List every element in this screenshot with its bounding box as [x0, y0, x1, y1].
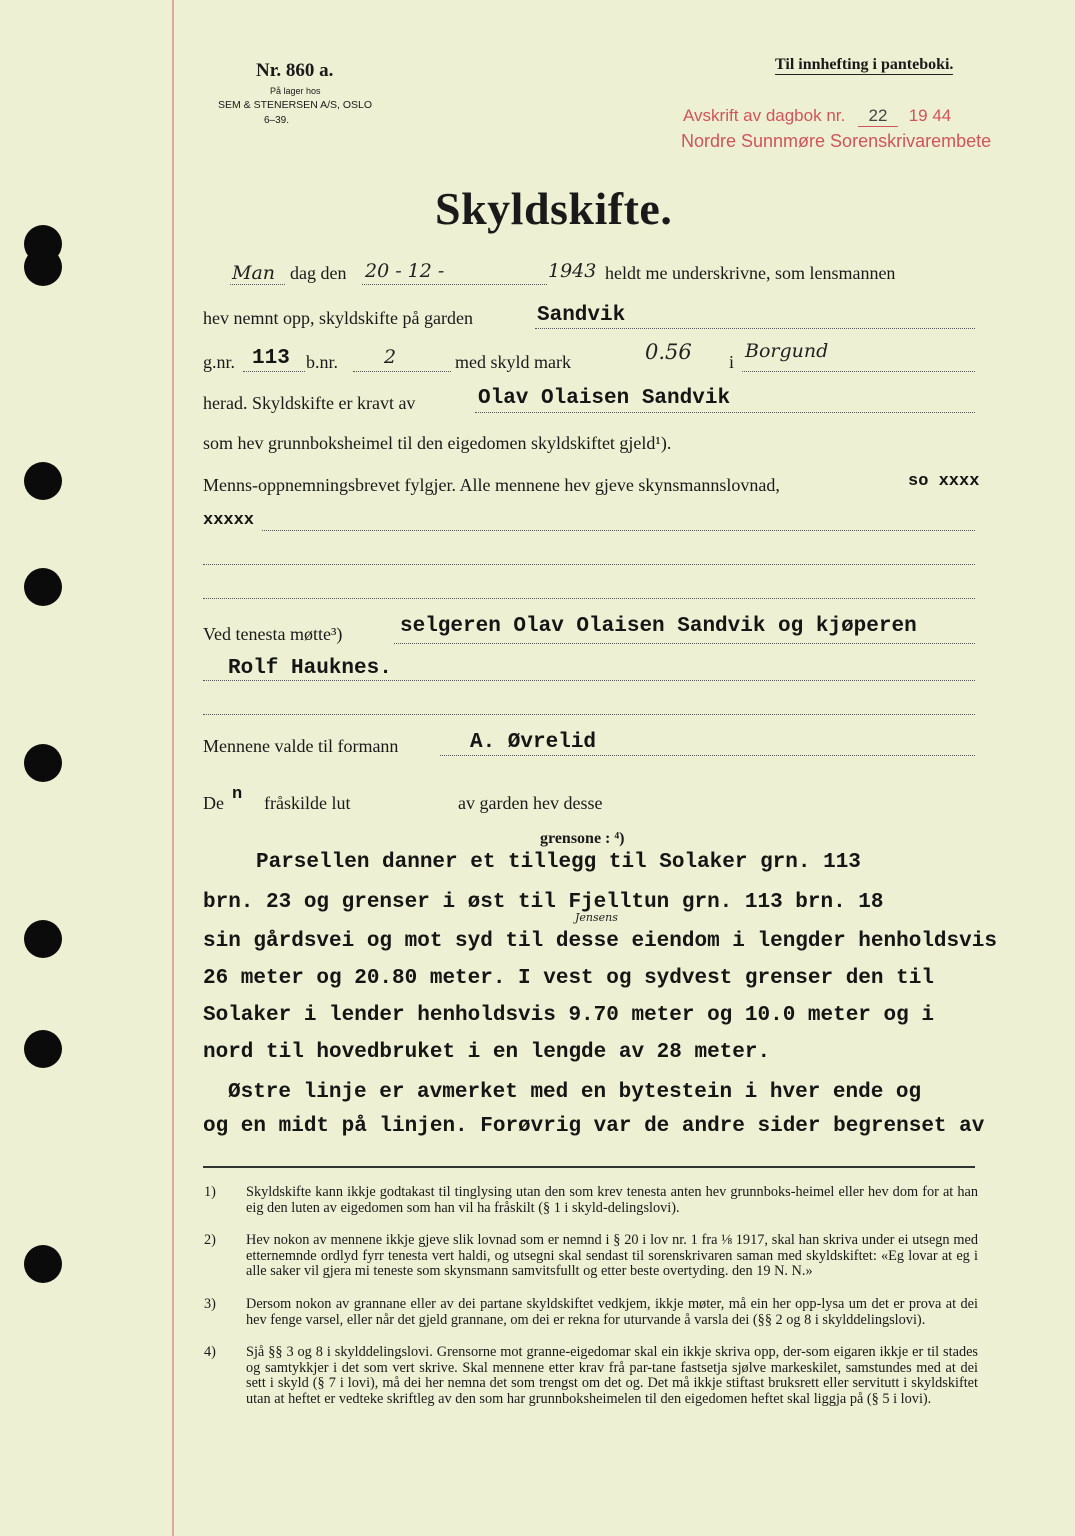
body-line: Solaker i lender henholdsvis 9.70 meter og 10.0 meter og i [203, 1004, 934, 1027]
ved-tenesta-label: Ved tenesta møtte³) [203, 624, 343, 644]
footnote-divider [203, 1166, 975, 1168]
binder-hole-icon [24, 1030, 62, 1068]
binder-hole-icon [24, 1245, 62, 1283]
binder-hole-icon [24, 248, 62, 286]
binder-hole-icon [24, 920, 62, 958]
body-line: nord til hovedbruket i en lengde av 28 meter. [203, 1041, 771, 1064]
bnr-field: 2 [384, 346, 397, 368]
body-line: 26 meter og 20.80 meter. I vest og sydvest grenser den til [203, 967, 934, 990]
body-line: brn. 23 og grenser i øst til Fjelltun grn. 113 brn. 18 [203, 891, 884, 914]
binder-hole-icon [24, 462, 62, 500]
heimel-text: som hev grunnboksheimel til den eigedomen skyldskiftet gjeld¹). [203, 433, 672, 453]
top-right-note: Til innhefting i panteboki. [775, 56, 954, 73]
stamp-year: 19 44 [908, 106, 952, 125]
dagbok-number: 22 [858, 106, 898, 127]
struck-text: so xxxx [908, 472, 980, 491]
mote-line-2: Rolf Hauknes. [228, 657, 392, 680]
body-line: Østre linje er avmerket med en bytestein i hver ende og [228, 1081, 922, 1104]
date-field: 20 - 12 - [365, 260, 445, 282]
herad-text: herad. Skyldskifte er kravt av [203, 393, 416, 413]
mote-line-1: selgeren Olav Olaisen Sandvik og kjøperen [400, 615, 917, 638]
skyld-field: 0.56 [645, 340, 692, 364]
form-number: Nr. 860 a. [256, 60, 334, 81]
binder-hole-icon [24, 568, 62, 606]
kravt-av-field: Olav Olaisen Sandvik [478, 387, 731, 410]
gnr-field: 113 [252, 347, 290, 370]
binder-hole-icon [24, 744, 62, 782]
body-insert-handwritten: Jensens [575, 911, 618, 924]
footnote: 2) Hev nokon av mennene ikkje gjeve slik lovnad som er nemnd i § 20 i lov nr. 1 fra ⅛ 1917, skal han skriva under ei utsegn med etternemnde ordlyd fyrr tenesta vert haldi, og utsegni skal sendast til sorenskrivaren saman med skyldskiftet: «Eg lovar at eg i alle saker vil gjera mi teneste som skynsmann samvitsfullt og etter beste overtyding. den 19 N. N.» [204, 1232, 978, 1279]
publisher-line: 6–39. [264, 115, 290, 126]
av-garden-label: av garden hev desse [458, 793, 603, 813]
body-line: sin gårdsvei og mot syd til desse eiendom i lengder henholdsvis [203, 930, 997, 953]
day-handwritten: Man [232, 262, 276, 284]
dag-den-label: dag den [290, 263, 347, 283]
fraskilde-label: fråskilde lut [264, 793, 351, 813]
year-field: 1943 [548, 260, 597, 282]
kommune-field: Borgund [745, 340, 829, 362]
footnote: 4) Sjå §§ 3 og 8 i skylddelingslovi. Grensorne mot granne-eigedomar skal ein ikkje skriva opp, der-som eigaren ikkje er til stades og samtykkjer i det som vert skrive. Skal mennene etter krav frå par-tane fastsetja sjølve markeskilet, samstundes med at dei sett i skyld (§ 7 i lovi), må dei her nemna det som trengst om det og. Det må ikkje stiftast bruksrett eller servitutt i skyldskiftet utan at heftet er vedteke skriftleg av den som har grunnboksheimelen til den eigedomen heftet skal liggja på (§ 5 i lovi). [204, 1344, 978, 1407]
formann-label: Mennene valde til formann [203, 736, 399, 756]
footnote: 1) Skyldskifte kann ikkje godtakast til tinglysing utan den som krev tenesta anten hev grunnboks-heimel eller hev dom for at han eig den luten av eigedomen som han vil ha fråskilt (§ 1 i skyld-delingslovi). [204, 1184, 978, 1216]
bnr-label: b.nr. [306, 352, 339, 372]
body-line: og en midt på linjen. Forøvrig var de andre sider begrenset av [203, 1115, 985, 1138]
i-label: i [729, 352, 735, 372]
formann-field: A. Øvrelid [470, 731, 597, 754]
gnr-label: g.nr. [203, 352, 236, 372]
stamp-line-2: Nordre Sunnmøre Sorenskrivarembete [681, 131, 992, 151]
publisher-line: SEM & STENERSEN A/S, OSLO [218, 99, 373, 111]
body-line: Parsellen danner et tillegg til Solaker grn. 113 [256, 851, 861, 874]
document-title: Skyldskifte. [435, 183, 673, 234]
garden-field: Sandvik [537, 304, 626, 327]
grensone-label: grensone : ⁴) [540, 830, 625, 847]
footnote: 3) Dersom nokon av grannane eller av dei partane skyldskiftet vedkjem, ikkje møter, må ein her opp-lysa um det er prova at dei hev fenge varsel, eller når det gjeld grannane, om dei er rekna for uturvande å varsla dei (§§ 2 og 8 i skylddelingslovi). [204, 1296, 978, 1328]
red-margin-line [172, 0, 174, 1536]
de-label: De [203, 793, 224, 813]
hev-nemnt-text: hev nemnt opp, skyldskifte på garden [203, 308, 473, 328]
menns-text: Menns-oppnemningsbrevet fylgjer. Alle mennene hev gjeve skynsmannslovnad, [203, 475, 780, 495]
stamp-line-1: Avskrift av dagbok nr. 22 19 44 [683, 106, 952, 125]
struck-text: xxxxx [203, 511, 255, 530]
de-n-field: n [232, 785, 243, 804]
publisher-line: På lager hos [270, 86, 321, 96]
heldt-text: heldt me underskrivne, som lensmannen [605, 263, 896, 283]
skyld-label: med skyld mark [455, 352, 571, 372]
